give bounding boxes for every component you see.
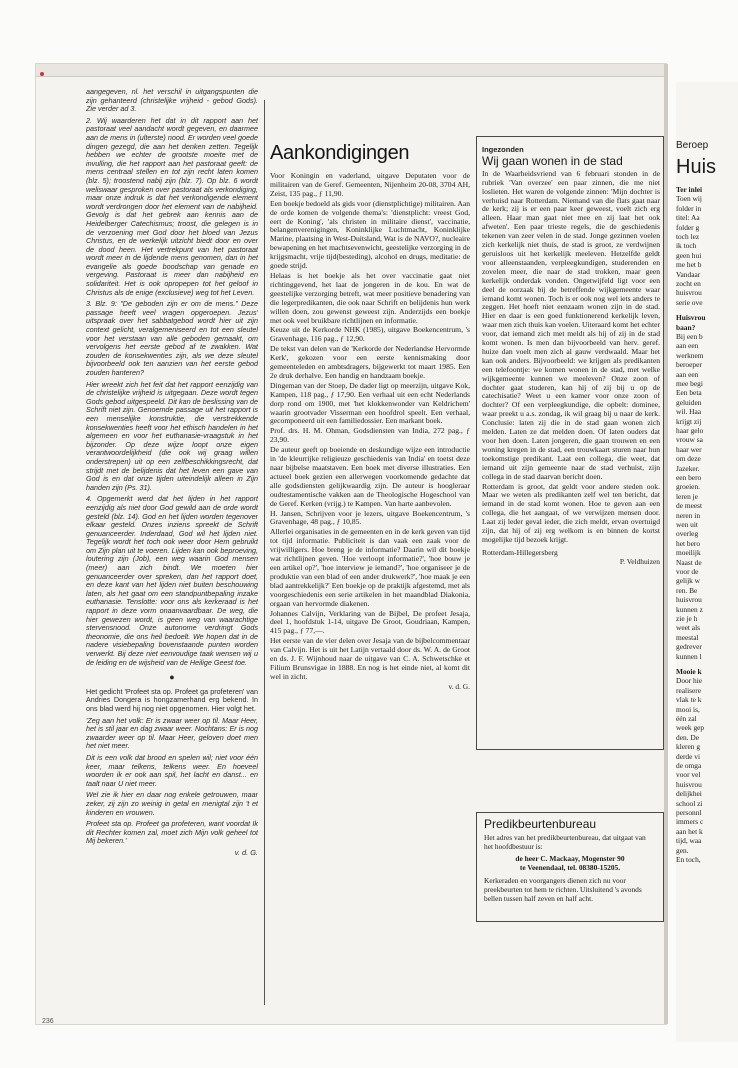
adjacent-header: Beroep [676, 140, 709, 151]
adjacent-line: vlak te k [676, 695, 702, 705]
announcement-paragraph: Het eerste van de vier delen over Jesaja van de bijbelcommentaar van Calvijn. Het is uit het Latijn vertaald door ds. W. A. de Groot en ds. J. F. Wijnhoud naar de uitgave van C. A. Schwetschke et Filium Brunsvigae in 1888. En nog is het einde niet, al komt dit wel in zicht. [270, 636, 470, 681]
adjacent-line: werknem [676, 350, 704, 360]
adjacent-line: Een beta [676, 388, 702, 398]
ingezonden-paragraph: Rotterdam is groot, dat geldt voor andere steden ook. Maar we weten als predikanten zelf wel ten bericht, dat iemand in de stad komt wonen. Hoe te geven aan een collega, die het aangaat, of we verwijzen mensen door. Laat zij leder geval ieder, die zich meldt, ervan overtuigd zijn, dat hij of zij erg welkom is en binnen de kortst mogelijke tijd bezoek krijgt. [482, 481, 660, 544]
ingezonden-kicker: Ingezonden [482, 146, 524, 154]
adjacent-line: huisvrou [676, 288, 702, 298]
adjacent-line: huisvrou [676, 779, 702, 789]
adjacent-line: kunnen z [676, 604, 703, 614]
adjacent-line: mooi is, [676, 704, 700, 714]
red-mark [40, 72, 44, 76]
adjacent-line: de meest [676, 501, 703, 511]
announcement-paragraph: Voor Koningin en vaderland, uitgave Deputaten voor de militairen van de Geref. Gemeenten, Nijenheim 20-08, 3704 AH, Zeist, 135 pag., ƒ 11,90. [270, 172, 470, 198]
adjacent-line: huisvrou [676, 595, 702, 605]
adjacent-line: om deze [676, 454, 701, 464]
adjacent-line: haar wer [676, 444, 702, 454]
adjacent-line: Naast de [676, 557, 702, 567]
middle-column-announcements [270, 172, 470, 1022]
adjacent-line: aan het k [676, 826, 703, 836]
left-paragraph: 4. Opgemerkt werd dat het lijden in het rapport eenzijdig als niet door God gewild aan de orde wordt gesteld (blz. 14). God en het lijden worden tegenover elkaar gesteld. Onzes inziens spreekt de Schrift genuanceerder. Inderdaad, God wil het lijden niet. Tegelijk wordt het toch ook weer door Hem gebruikt om Zijn plan uit te voeren. Lijden kan ook beproeving, loutering zijn (Job), een weg waarin God mensen (meer) aan zich bindt. We moeten hier genuanceerder over spreken, dan het rapport doet, en deze kant van het lijden niet buiten beschouwing laten, als het gaat om een standpuntbepaling inzake euthanasie. Tenslotte: voor ons als kerkeraad is het rapport in deze vorm onaanvaardbaar. De weg, die hier gewezen wordt, is geen weg van waarachtige stervensnood. Onze autonome verdringt Gods theonomie, die ons heil bedoelt. We hopen dat in de nadere visiebepaling bovenstaande punten worden verwerkt. Bij deze niet eenvoudige taak wensen wij u de leiding en de wijsheid van de Heilige Geest toe. [86, 494, 258, 667]
adjacent-line: vrouw sa [676, 435, 703, 445]
adjacent-line: kunnen l [676, 651, 702, 661]
middle-signature: v. d. G. [448, 681, 470, 691]
announcement-paragraph: Een boekje bedoeld als gids voor (dienstplichtige) militairen. Aan de orde komen de volgende thema's: 'dienstplicht: vreest God, eert de Koning', 'als christen in militaire dienst', vaccinatie, belangenverenigingen, Koninklijke Luchtmacht, Koninklijke Marine, plaatsing in West-Duitsland, Wat is de NAVO?, nucleaire bewapening en het machtsevenwicht, geestelijke verzorging in de krijgsmacht, vrije tijd(besteding), alcohol en drugs, meditatie: de goede strijd. [270, 198, 470, 271]
adjacent-line: aan een [676, 341, 699, 351]
adjacent-line: den. De [676, 732, 699, 742]
adjacent-line: krijgt zij [676, 416, 702, 426]
ingezonden-title: Wij gaan wonen in de stad [482, 153, 623, 168]
adjacent-line: school zi [676, 798, 703, 808]
adjacent-line: Mooie k [676, 667, 702, 676]
adjacent-line: Vandaar [676, 269, 701, 279]
adjacent-line: personnl [676, 808, 702, 817]
left-column-article [86, 88, 258, 1008]
adjacent-line: voor vel [676, 770, 701, 780]
adjacent-line: zocht en [676, 279, 701, 288]
adjacent-line: één zal [676, 714, 697, 723]
adjacent-line: geluiden [676, 397, 702, 407]
page-spine [664, 64, 668, 1024]
adjacent-line: kleren g [676, 742, 701, 752]
predikbeurten-address-line1: de heer C. Mackaay, Mogenster 90 [515, 854, 625, 864]
adjacent-line: geen hui [676, 250, 702, 260]
adjacent-line: ik toch [676, 241, 697, 251]
poem-intro: Het gedicht 'Profeet sta op. Profeet ga profeteren' van Andries Dongera is hongzamerhand erg bekend. In ons blad werd hij nog niet opgenomen. Hier volgt het. [86, 686, 258, 713]
left-paragraph: 2. Wij waarderen het dat in dit rapport aan het pastoraat veel aandacht wordt gegeven, en daarmee aan de mens in (ulterste) nood. Er worden veel goede dingen gezegd, die aan het denken zetten. Tegelijk hebben we echter de grootste moeite met de invulling, die het rapport aan het pastoraat geeft: de mens centraal stellen en tot zijn recht laten komen (blz. 5); troostend nabij zijn (blz. 7). Op blz. 6 wordt weliswaar gesproken over pastoraat als verkondiging, maar onze indruk is dat het verkondigende element wordt verdrongen door het element van de nabijheid. Gevolg is dat het gebrek aan kennis aan de Heidelberger Catechismus; troost, die gelegen is in de verzoening met God door het bloed van Jezus Christus, en de werkelijk uitzicht biedt door en over de dood heen. Het vertrekpunt van het pastoraat wordt meer in de lijdende mens genomen, dan in het evangelie als goede boodschap van genade en vergeving. Pastoraat is meer dan nabijheid en solidariteit. Het is ook opropepen tot het geloof in Christus als de enige (exclusieve) weg tot het Leven. [86, 115, 258, 297]
adjacent-line: leren je [676, 491, 698, 501]
adjacent-line: immers c [676, 817, 704, 827]
predikbeurten-content [484, 817, 656, 903]
adjacent-line: het bero [676, 538, 701, 548]
ingezonden-article [482, 146, 660, 746]
adjacent-line: Jazeker. [676, 463, 700, 473]
announcement-paragraph: Helaas is het boekje als het over vaccinatie gaat niet richtinggevend, het laat de jongeren in de kou. En wat de geestelijke verzorging betreft, wat meer positieve benadering van die legerpredikanten, die ook naar Schrift en belijdenis hun werk willen doen, zou gewenst geweest zijn. Anderzijds een boekje met ook veel bruikbare richtlijnen en informatie. [270, 270, 470, 325]
announcement-paragraph: Keuze uit de Kerkorde NHK (1985), uitgave Boekencentrum, 's Gravenhage, 116 pag., ƒ 12,90. [270, 325, 470, 344]
poem-stanza: Wel zie ik hier en daar nog enkele getrouwen, maar zeker, zij zijn zo weinig in getal en menigtal zijn 't et kinderen en vrouwen. [86, 790, 258, 817]
announcement-paragraph: De tekst van delen van de 'Kerkorde der Nederlandse Hervormde Kerk', gekozen voor een eerste kennismaking door gemeenteleden en ambtsdragers, bijgewerkt tot maart 1985. Een 2e druk derhalve. Een handig en handzaam boekje. [270, 344, 470, 380]
adjacent-line: Ter inlei [676, 185, 703, 194]
adjacent-line: beroeper [676, 360, 702, 370]
page-binding-strip [36, 64, 666, 77]
left-paragraph: aangegeven, nl. het verschil in uitgangspunten die zijn gehanteerd (christelijke vrijheid - gebod Gods). Zie verder ad 3. [86, 88, 258, 114]
adjacent-line: gedrever [676, 642, 702, 652]
adjacent-line: Bij een b [676, 332, 703, 341]
adjacent-line: meestal [676, 632, 699, 642]
adjacent-line: ren. Be [676, 585, 698, 595]
adjacent-line: moeilijk [676, 548, 701, 558]
announcement-paragraph: Johannes Calvijn, Verklaring van de Bijbel, De profeet Jesaja, deel 1, hoofdstuk 1-14, uitgave De Groot, Goudriaan, Kampen, 415 pag., ƒ 77,—. [270, 608, 470, 636]
announcement-paragraph: Dingeman van der Stoep, De dader ligt op meerzijn, uitgave Kok, Kampen, 118 pag., ƒ 17,90. Een verhaal uit een echt Nederlands dorp rond om 1900, met 'het klokkenwonder van Keldrichem' waarin grootvader Visserman een hoofdrol speelt. Een verhaal, gecomponeerd uit een familiedossier. Een markant boek. [270, 380, 470, 426]
poem-stanza: Dit is een volk dat brood en spelen wil; niet voor één keer, maar telkens, telkens weer. En hoeveel woorden ik er ook aan spil, het lacht en danst... en taalt naar U niet meer. [86, 752, 258, 788]
adjacent-line: toch lez [676, 232, 700, 241]
left-paragraph: Hier wreekt zich het feit dat het rapport eenzijdig van de christelijke vrijheid is uitgegaan. Deze wordt tegen Gods gebod uitgespeeld. Dit kan de beslissing van de Schrift niet zijn. Genoemde passage uit het rapport is een menselijke konstruktie, die verstrekkende konsekwenties heeft voor het ethisch handelen in het algemeen en voor het euthanasie-vraagstuk in het bijzonder. Op deze wijze loopt onze eigen verantwoordelijkheid (die ook wij graag willen onderstrepen) uit op een zelfbeschikkingsrecht, dat strijdt met de belijdenis dat het leven een gave van God is en dat onze tijden uiteindelijk alleen in Zijn handen zijn (Ps. 31). [86, 379, 258, 492]
predikbeurten-address-line2: te Veenendaal, tel. 08380-15205. [519, 863, 621, 873]
predikbeurten-note: Kerkeraden en voorgangers dienen zich nu voor preekbeurten tot hem te richten. Uitsluitend 's avonds bellen tussen half zeven en half acht. [484, 875, 642, 903]
adjacent-line: wen uit [676, 520, 698, 529]
adjacent-line: aan een [676, 369, 699, 379]
adjacent-line: week gep [676, 723, 705, 733]
adjacent-line: wil. Haa [676, 407, 702, 417]
adjacent-line: gelijk w [676, 576, 701, 586]
ingezonden-paragraph: In de Waarheidsvriend van 6 februari stonden in de rubriek 'Van overzee' een paar zinnen, die me niet loslieten. Het waren de volgende zinnen: 'Mijn dochter is verhuisd naar Rotterdam. Niemand van die flats gaat naar de kerk; zij is er een paar keer geweest, voelt zich erg alleen. Haar man gaat niet mee en zij laat het ook afweten'. Een paar trieste regels, die de geschiedenis tekenen van zeer velen in de stad. Jonge gezinnen voelen zich kerkelijk niet thuis, de stad is groot, ze verdwijnen geruisloos uit het kerkelijk meeleven. Hetzelfde geldt voor alleenstaanden, verpleegkundigen, studerenden en zovelen meer, die naar de stad trokken, maar geen kerkelijk onderdak vonden. Ongetwijfeld ligt voor een deel de oorzaak bij de betreffende wijkgemeente waar iemand komt wonen. Toch is er ook nog wel iets anders te zeggen. Het hoeft niet eenzaam wonen zijn in de stad. Hier en daar is een goed funktionerend kerkelijk leven, waar men zich thuis kan voelen. Uiteraard komt het echter voor, dat iemand zich met meldt als hij of zij in de stad komt wonen. Is men dan bijvoorbeeld van herv. geref. huize dan voelt men zich al gauw verdwaald. Maar het kan ook anders. Bijvoorbeeld: we krijgen als predikanten een telefoontje: we komen wonen in de stad, met welke wijkgemeente kunnen we meeleven? Onze zoon of dochter gaat studeren, kan hij of zij bij u op de catechisatie? Weet u een kamer voor onze zoon of dochter? Of een verpleegkundige, die opbelt: dominee, waar preekt u a.s. zondag, ik wil graag bij u naar de kerk. Conclusie: laten zij die in de stad gaan wonen zich melden. Laten ze dat melden doen. Of laten ouders dat voor hen doen. Laten jongeren, die gaan trouwen en een woning kregen in de stad, een trouwkaart sturen naar hun toekomstige predikant. Laat een collega, die weet, dat iemand uit zijn gemeente naar de stad verhuist, zijn collega in de stad daarvan bericht doen. [482, 168, 660, 481]
adjacent-line: gen. [676, 845, 689, 855]
adjacent-line: baan? [676, 322, 696, 332]
page-number: 236 [42, 1018, 54, 1025]
adjacent-title: Huis [676, 156, 717, 178]
separator-dot: ● [169, 672, 175, 683]
adjacent-line: derde vi [676, 751, 701, 761]
adjacent-line: Huisvrou [676, 313, 706, 323]
adjacent-line: titel: Aa [676, 213, 700, 223]
announcement-paragraph: H. Jansen, Schrijven voor je lezers, uitgave Boekencentrum, 's Gravenhage, 48 pag., ƒ 10,85. [270, 508, 470, 527]
adjacent-line: groeien. [676, 482, 701, 492]
poem-stanza: Profeet sta op. Profeet ga profeteren, want voordat Ik dit Rechter komen zal, moet zich Mijn volk geheel tot Mij bekeren.' [86, 819, 258, 846]
adjacent-line: neren in [676, 510, 701, 520]
adjacent-line: mee begi [676, 379, 703, 388]
adjacent-page [676, 82, 738, 1042]
adjacent-line: zie je h [676, 614, 698, 623]
column-divider [264, 100, 265, 1005]
adjacent-line: me het b [676, 260, 702, 270]
adjacent-line: een bero [676, 473, 702, 482]
adjacent-line: weet als [676, 623, 701, 633]
ingezonden-place: Rotterdam-Hillegersberg [482, 547, 558, 557]
announcement-paragraph: Allerlei organisaties in de gemeenten en in de kerk geven van tijd tot tijd informatie. Publiciteit is dan vaak een zaak voor de vrijwilligers. Hoe breng je de informatie? Daarin wil dit boekje wat richtlijnen geven. 'Hoe verloopt informatie?', 'hoe bouw je een artikel op?', 'hoe interview je iemand?', 'hoe organiseer je de produktie van een blad of een ander drukwerk?', 'hoe maak je een blad aantrekkelijk?' Een boekje op de praktijk afgestemd, met als voorgeschiedenis een serie artikelen in het maandblad Diakonia, orgaan van hervormde diakenen. [270, 527, 470, 608]
adjacent-line: tijd, waa [676, 836, 702, 846]
adjacent-line: En toch, [676, 855, 701, 864]
adjacent-line: de omga [676, 761, 702, 770]
announcement-paragraph: Prof. drs. H. M. Ohman, Godsdiensten van India, 272 pag., ƒ 23,90. [270, 426, 470, 445]
adjacent-line: folder in [676, 203, 702, 213]
left-paragraph: 3. Blz. 9: "De geboden zijn er om de mens." Deze passage heeft veel vragen opgeroepen. Jezus' uitspraak over het sabbatgebod wordt hier uit zijn context gelicht, veralgemeniseerd en tot een sleutel voor het verstaan van alle geboden gemaakt, om vervolgens het eerste gebod af te zwakken. Wat zouden de konsekwenties zijn, als we deze sleutel bijvoorbeeld ook ten aanzien van het eerste gebod zouden hanteren? [86, 299, 258, 377]
adjacent-line: realisere [676, 685, 702, 695]
adjacent-line: overleg [676, 529, 699, 539]
adjacent-line: voor de [676, 567, 699, 576]
announcement-paragraph: De auteur geeft op boeiende en deskundige wijze een introductie in 'de kleurrijke religieuze geschiedenis van India' en toetst deze naar bijbelse maatstaven. Een boek met diverse illustraties. Een actueel boek gezien een allerwegen voorkomende gedachte dat alle godsdiensten gelijkwaardig zijn. De auteur is hoogleraar oudtestamentische vakken aan de Theologische Hogeschool van de Geref. Kerken (vrijg.) te Kampen. Van harte aanbevolen. [270, 445, 470, 508]
adjacent-line: folder g [676, 222, 700, 232]
predikbeurten-intro: Het adres van het predikbeurtenbureau, dat uitgaat van het hoofdbestuur is: [484, 832, 646, 851]
predikbeurten-title: Predikbeurtenbureau [484, 817, 597, 831]
poem-stanza: 'Zeg aan het volk: Er is zwaar weer op til. Maar Heer, het is stil jaar en dag zwaar weer. Nochtans: Er is nog zwaarder weer op til. Maar Heer, geloven doet men het niet meer. [86, 715, 258, 751]
adjacent-line: Toen wij [676, 194, 702, 204]
adjacent-line: delijkhei [676, 789, 702, 799]
adjacent-line: Door hie [676, 676, 703, 686]
left-signature: v. d. G. [234, 847, 258, 857]
adjacent-line: serie ove [676, 297, 703, 307]
adjacent-line: haar gelo [676, 426, 704, 435]
aankondigingen-title: Aankondigingen [270, 142, 410, 164]
ingezonden-signature: P. Veldhuizen [619, 556, 660, 566]
